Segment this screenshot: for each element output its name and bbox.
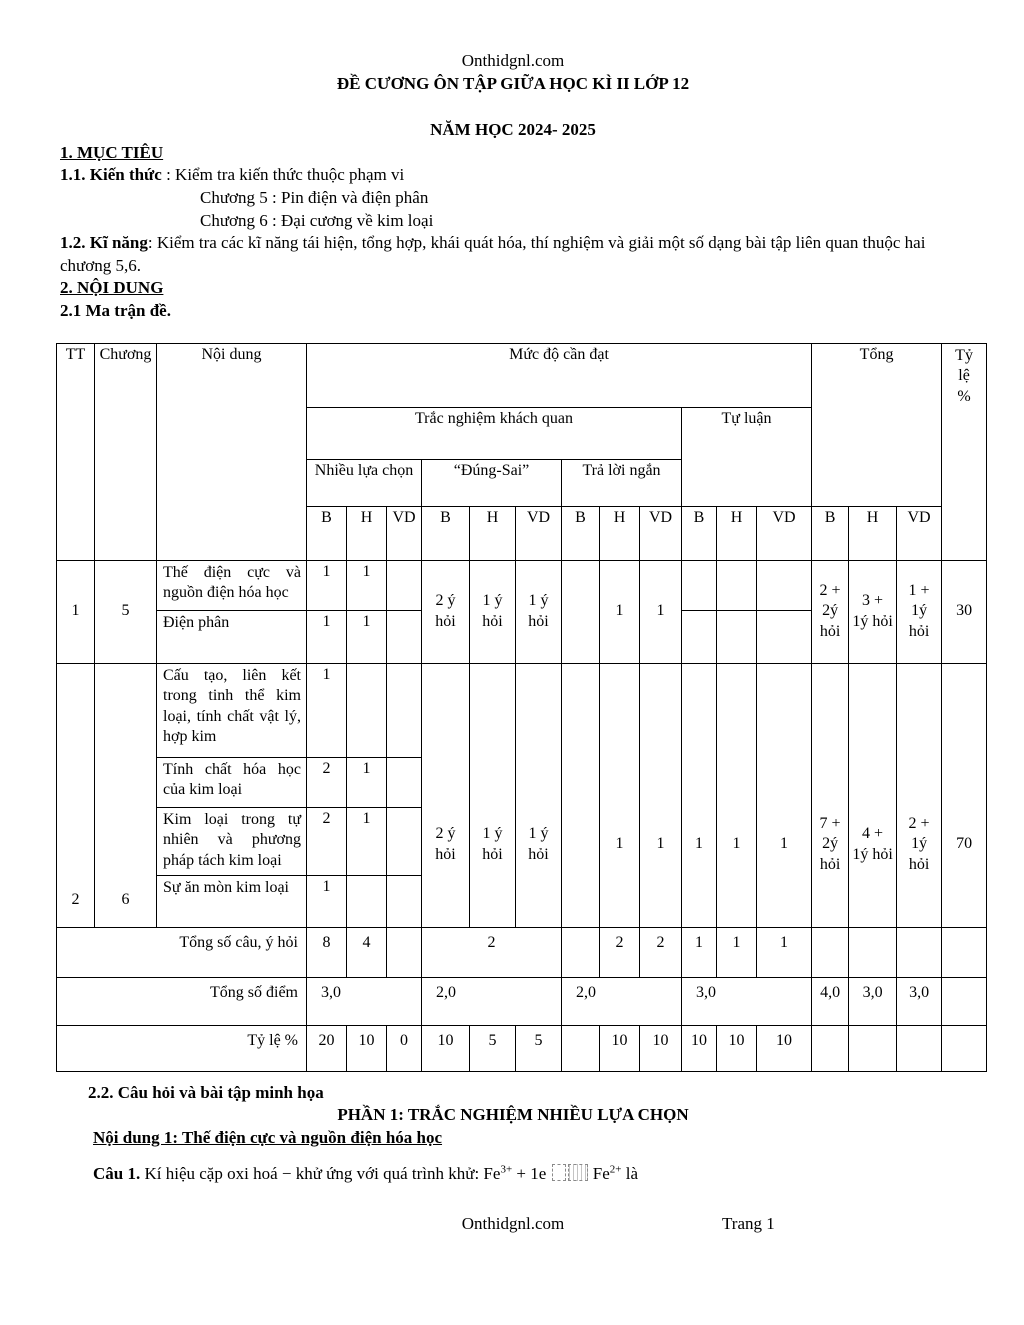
cell-r2-sub4-noidung: Sự ăn mòn kim loại bbox=[157, 875, 307, 927]
col-header-tong-vd: VD bbox=[897, 506, 942, 560]
col-header-nlc-h: H bbox=[347, 506, 387, 560]
chapter-5-line: Chương 5 : Pin điện và điện phân bbox=[200, 188, 429, 208]
col-header-ds-h: H bbox=[470, 506, 516, 560]
site-header: Onthidgnl.com bbox=[461, 51, 565, 70]
section-1-2-text: : Kiểm tra các kĩ năng tái hiện, tổng hợp, khái quát hóa, thí nghiệm và giải một số dạng bài tập liên quan thuộc hai chương 5,6. bbox=[60, 233, 926, 275]
cell-r1-tong-vd: 1 + 1ý hỏi bbox=[897, 560, 942, 663]
cell-r1-chuong: 5 bbox=[95, 560, 157, 663]
cell-r1a-tl-b bbox=[682, 560, 717, 610]
sum-diem-tong-b: 4,0 bbox=[812, 977, 849, 1025]
cell-r1-tong-b: 2 + 2ý hỏi bbox=[812, 560, 849, 663]
cell-r2-sub1-nlc-b: 1 bbox=[307, 663, 347, 757]
sum-tyle-tong-b bbox=[812, 1025, 849, 1071]
summary-diem-label: Tổng số điểm bbox=[57, 977, 307, 1025]
cell-r2-tyle: 70 bbox=[942, 663, 987, 927]
cell-r1-sub2-nlc-h: 1 bbox=[347, 610, 387, 663]
col-header-nlc-b: B bbox=[307, 506, 347, 560]
sum-cau-tong-h bbox=[849, 927, 897, 977]
cell-r2-tl-b: 1 bbox=[682, 663, 717, 927]
cell-r2-tong-h: 4 + 1ý hỏi bbox=[849, 663, 897, 927]
col-header-tong-b: B bbox=[812, 506, 849, 560]
sum-tyle-tl-h: 10 bbox=[717, 1025, 757, 1071]
cell-r1a-tl-h bbox=[717, 560, 757, 610]
school-year: NĂM HỌC 2024- 2025 bbox=[430, 120, 596, 140]
col-header-tt: TT bbox=[57, 343, 95, 560]
sum-diem-ds: 2,0 bbox=[422, 977, 562, 1025]
cell-r2-sub2-nlc-b: 2 bbox=[307, 757, 347, 807]
cell-r2-ds-vd: 1 ý hỏi bbox=[516, 663, 562, 927]
phan-1-heading: PHẦN 1: TRẮC NGHIỆM NHIỀU LỰA CHỌN bbox=[337, 1105, 689, 1125]
noi-dung-1-heading: Nội dung 1: Thế điện cực và nguồn điện hóa học bbox=[93, 1127, 443, 1147]
cell-r2-chuong: 6 bbox=[95, 663, 157, 927]
section-1-2-label: 1.2. Kĩ năng bbox=[60, 233, 148, 253]
col-header-tl-vd: VD bbox=[757, 506, 812, 560]
sum-diem-tong-h: 3,0 bbox=[849, 977, 897, 1025]
cell-r2-tong-vd: 2 + 1ý hỏi bbox=[897, 663, 942, 927]
col-header-tln-h: H bbox=[600, 506, 640, 560]
cell-r2-sub1-noidung: Cấu tạo, liên kết trong tinh thể kim loại, tính chất vật lý, hợp kim bbox=[157, 663, 307, 757]
cell-r2-sub4-nlc-b: 1 bbox=[307, 875, 347, 927]
section-1-2 bbox=[60, 232, 966, 277]
col-header-tln-b: B bbox=[562, 506, 600, 560]
cell-r1-tln-vd: 1 bbox=[640, 560, 682, 663]
sum-cau-tong-b bbox=[812, 927, 849, 977]
cell-r1-tln-h: 1 bbox=[600, 560, 640, 663]
col-header-tl-b: B bbox=[682, 506, 717, 560]
chapter-6-line: Chương 6 : Đại cương về kim loại bbox=[200, 210, 434, 230]
cell-r2-sub3-nlc-h: 1 bbox=[347, 807, 387, 875]
sum-tyle-tln-b bbox=[562, 1025, 600, 1071]
col-header-nlc: Nhiều lựa chọn bbox=[307, 459, 422, 506]
cell-r1a-tl-vd bbox=[757, 560, 812, 610]
cell-r1-sub1-nlc-b: 1 bbox=[307, 560, 347, 610]
col-header-tnkq: Trắc nghiệm khách quan bbox=[307, 407, 682, 459]
summary-tyle-row bbox=[57, 1025, 987, 1071]
sum-tyle-tln-h: 10 bbox=[600, 1025, 640, 1071]
cell-r1-sub1-nlc-vd bbox=[387, 560, 422, 610]
document-title: ĐỀ CƯƠNG ÔN TẬP GIỮA HỌC KÌ II LỚP 12 bbox=[336, 73, 690, 93]
cell-r1-ds-vd: 1 ý hỏi bbox=[516, 560, 562, 663]
row-1a bbox=[57, 560, 987, 610]
question-1 bbox=[60, 1163, 966, 1186]
sum-cau-nlc-b: 8 bbox=[307, 927, 347, 977]
section-1-heading: 1. MỤC TIÊU bbox=[60, 142, 164, 162]
cell-r2-ds-b: 2 ý hỏi bbox=[422, 663, 470, 927]
summary-cau-label: Tổng số câu, ý hỏi bbox=[57, 927, 307, 977]
sum-tyle-nlc-h: 10 bbox=[347, 1025, 387, 1071]
sum-cau-tong-vd bbox=[897, 927, 942, 977]
cell-r2-sub3-nlc-vd bbox=[387, 807, 422, 875]
page-footer bbox=[60, 1213, 966, 1237]
question-1-text-4: là bbox=[621, 1163, 639, 1183]
cell-r1-tt: 1 bbox=[57, 560, 95, 663]
col-header-tl-h: H bbox=[717, 506, 757, 560]
sum-tyle-ds-vd: 5 bbox=[516, 1025, 562, 1071]
col-header-tong-h: H bbox=[849, 506, 897, 560]
sum-cau-tln-b bbox=[562, 927, 600, 977]
section-2-1-heading: 2.1 Ma trận đề. bbox=[60, 301, 171, 321]
sum-diem-nlc: 3,0 bbox=[307, 977, 422, 1025]
footer-site: Onthidgnl.com bbox=[461, 1214, 565, 1234]
col-header-nlc-vd: VD bbox=[387, 506, 422, 560]
col-header-tln: Trả lời ngắn bbox=[562, 459, 682, 506]
footer-page-number: Trang 1 bbox=[722, 1214, 775, 1234]
cell-r1-ds-h: 1 ý hỏi bbox=[470, 560, 516, 663]
missing-glyph-box bbox=[552, 1164, 566, 1181]
sum-cau-tln-vd: 2 bbox=[640, 927, 682, 977]
section-1-1-label: 1.1. Kiến thức bbox=[60, 165, 162, 185]
sum-tyle-tl-vd: 10 bbox=[757, 1025, 812, 1071]
section-2-heading: 2. NỘI DUNG bbox=[60, 278, 164, 298]
col-header-ty-le: Tỷ lệ % bbox=[942, 343, 987, 560]
question-1-text-1: Kí hiệu cặp oxi hoá − khử ứng với quá trình khử: Fe bbox=[140, 1163, 501, 1183]
cell-r1b-tl-b bbox=[682, 610, 717, 663]
question-1-text-2: + 1e bbox=[512, 1163, 551, 1183]
cell-r2-tl-vd: 1 bbox=[757, 663, 812, 927]
sum-tyle-tln-vd: 10 bbox=[640, 1025, 682, 1071]
cell-r1b-tl-h bbox=[717, 610, 757, 663]
question-1-label: Câu 1. bbox=[93, 1163, 141, 1183]
cell-r2-tt: 2 bbox=[57, 663, 95, 927]
cell-r2-sub1-nlc-vd bbox=[387, 663, 422, 757]
sum-tyle-nlc-b: 20 bbox=[307, 1025, 347, 1071]
section-2-2-heading: 2.2. Câu hỏi và bài tập minh họa bbox=[88, 1082, 324, 1102]
sum-diem-tong-vd: 3,0 bbox=[897, 977, 942, 1025]
col-header-ds-vd: VD bbox=[516, 506, 562, 560]
cell-r2-sub3-nlc-b: 2 bbox=[307, 807, 347, 875]
sum-tyle-ds-h: 5 bbox=[470, 1025, 516, 1071]
cell-r2-sub2-nlc-h: 1 bbox=[347, 757, 387, 807]
missing-glyph-box bbox=[568, 1164, 588, 1181]
cell-r2-sub4-nlc-vd bbox=[387, 875, 422, 927]
cell-r1-sub1-noidung: Thế điện cực và nguồn điện hóa học bbox=[157, 560, 307, 610]
cell-r1b-tl-vd bbox=[757, 610, 812, 663]
sum-cau-ds: 2 bbox=[422, 927, 562, 977]
fe3-superscript: 3+ bbox=[500, 1162, 513, 1175]
sum-tyle-ds-b: 10 bbox=[422, 1025, 470, 1071]
sum-cau-tl-vd: 1 bbox=[757, 927, 812, 977]
sum-tyle-tong-vd bbox=[897, 1025, 942, 1071]
section-1-1-text: : Kiểm tra kiến thức thuộc phạm vi bbox=[161, 165, 405, 185]
cell-r1-tong-h: 3 + 1ý hỏi bbox=[849, 560, 897, 663]
cell-r1-tyle: 30 bbox=[942, 560, 987, 663]
cell-r2-tln-vd: 1 bbox=[640, 663, 682, 927]
sum-tyle-tong-h bbox=[849, 1025, 897, 1071]
sum-tyle-nlc-vd: 0 bbox=[387, 1025, 422, 1071]
section-1-1 bbox=[60, 164, 966, 187]
cell-r2-ds-h: 1 ý hỏi bbox=[470, 663, 516, 927]
summary-cau-row bbox=[57, 927, 987, 977]
sum-tyle-tl-b: 10 bbox=[682, 1025, 717, 1071]
col-header-dung-sai: “Đúng-Sai” bbox=[422, 459, 562, 506]
cell-r1-sub2-nlc-b: 1 bbox=[307, 610, 347, 663]
sum-cau-nlc-h: 4 bbox=[347, 927, 387, 977]
sum-cau-tl-h: 1 bbox=[717, 927, 757, 977]
sum-diem-tl: 3,0 bbox=[682, 977, 812, 1025]
sum-cau-nlc-vd bbox=[387, 927, 422, 977]
cell-r1-ds-b: 2 ý hỏi bbox=[422, 560, 470, 663]
sum-cau-tl-b: 1 bbox=[682, 927, 717, 977]
sum-diem-tln: 2,0 bbox=[562, 977, 682, 1025]
cell-r2-tln-h: 1 bbox=[600, 663, 640, 927]
col-header-muc-do: Mức độ cần đạt bbox=[307, 343, 812, 407]
col-header-tong: Tổng bbox=[812, 343, 942, 506]
cell-r2-tln-b bbox=[562, 663, 600, 927]
cell-r2-sub2-nlc-vd bbox=[387, 757, 422, 807]
col-header-ds-b: B bbox=[422, 506, 470, 560]
col-header-chuong: Chương bbox=[95, 343, 157, 560]
summary-diem-row bbox=[57, 977, 987, 1025]
sum-cau-tln-h: 2 bbox=[600, 927, 640, 977]
cell-r1-tln-b bbox=[562, 560, 600, 663]
fe2-superscript: 2+ bbox=[609, 1162, 622, 1175]
cell-r2-sub1-nlc-h bbox=[347, 663, 387, 757]
row-2a bbox=[57, 663, 987, 757]
sum-diem-tyle bbox=[942, 977, 987, 1025]
cell-r2-sub4-nlc-h bbox=[347, 875, 387, 927]
col-header-noi-dung: Nội dung bbox=[157, 343, 307, 560]
sum-cau-tyle bbox=[942, 927, 987, 977]
cell-r2-sub3-noidung: Kim loại trong tự nhiên và phương pháp tách kim loại bbox=[157, 807, 307, 875]
question-1-text-3: Fe bbox=[588, 1163, 610, 1183]
cell-r1-sub2-noidung: Điện phân bbox=[157, 610, 307, 663]
header-row-1 bbox=[57, 343, 987, 407]
cell-r2-sub2-noidung: Tính chất hóa học của kim loại bbox=[157, 757, 307, 807]
sum-tyle-tyle bbox=[942, 1025, 987, 1071]
cell-r2-tl-h: 1 bbox=[717, 663, 757, 927]
col-header-tln-vd: VD bbox=[640, 506, 682, 560]
cell-r1-sub1-nlc-h: 1 bbox=[347, 560, 387, 610]
summary-tyle-label: Tỷ lệ % bbox=[57, 1025, 307, 1071]
matrix-table bbox=[56, 343, 987, 1072]
cell-r2-tong-b: 7 + 2ý hỏi bbox=[812, 663, 849, 927]
col-header-tu-luan: Tự luận bbox=[682, 407, 812, 506]
cell-r1-sub2-nlc-vd bbox=[387, 610, 422, 663]
